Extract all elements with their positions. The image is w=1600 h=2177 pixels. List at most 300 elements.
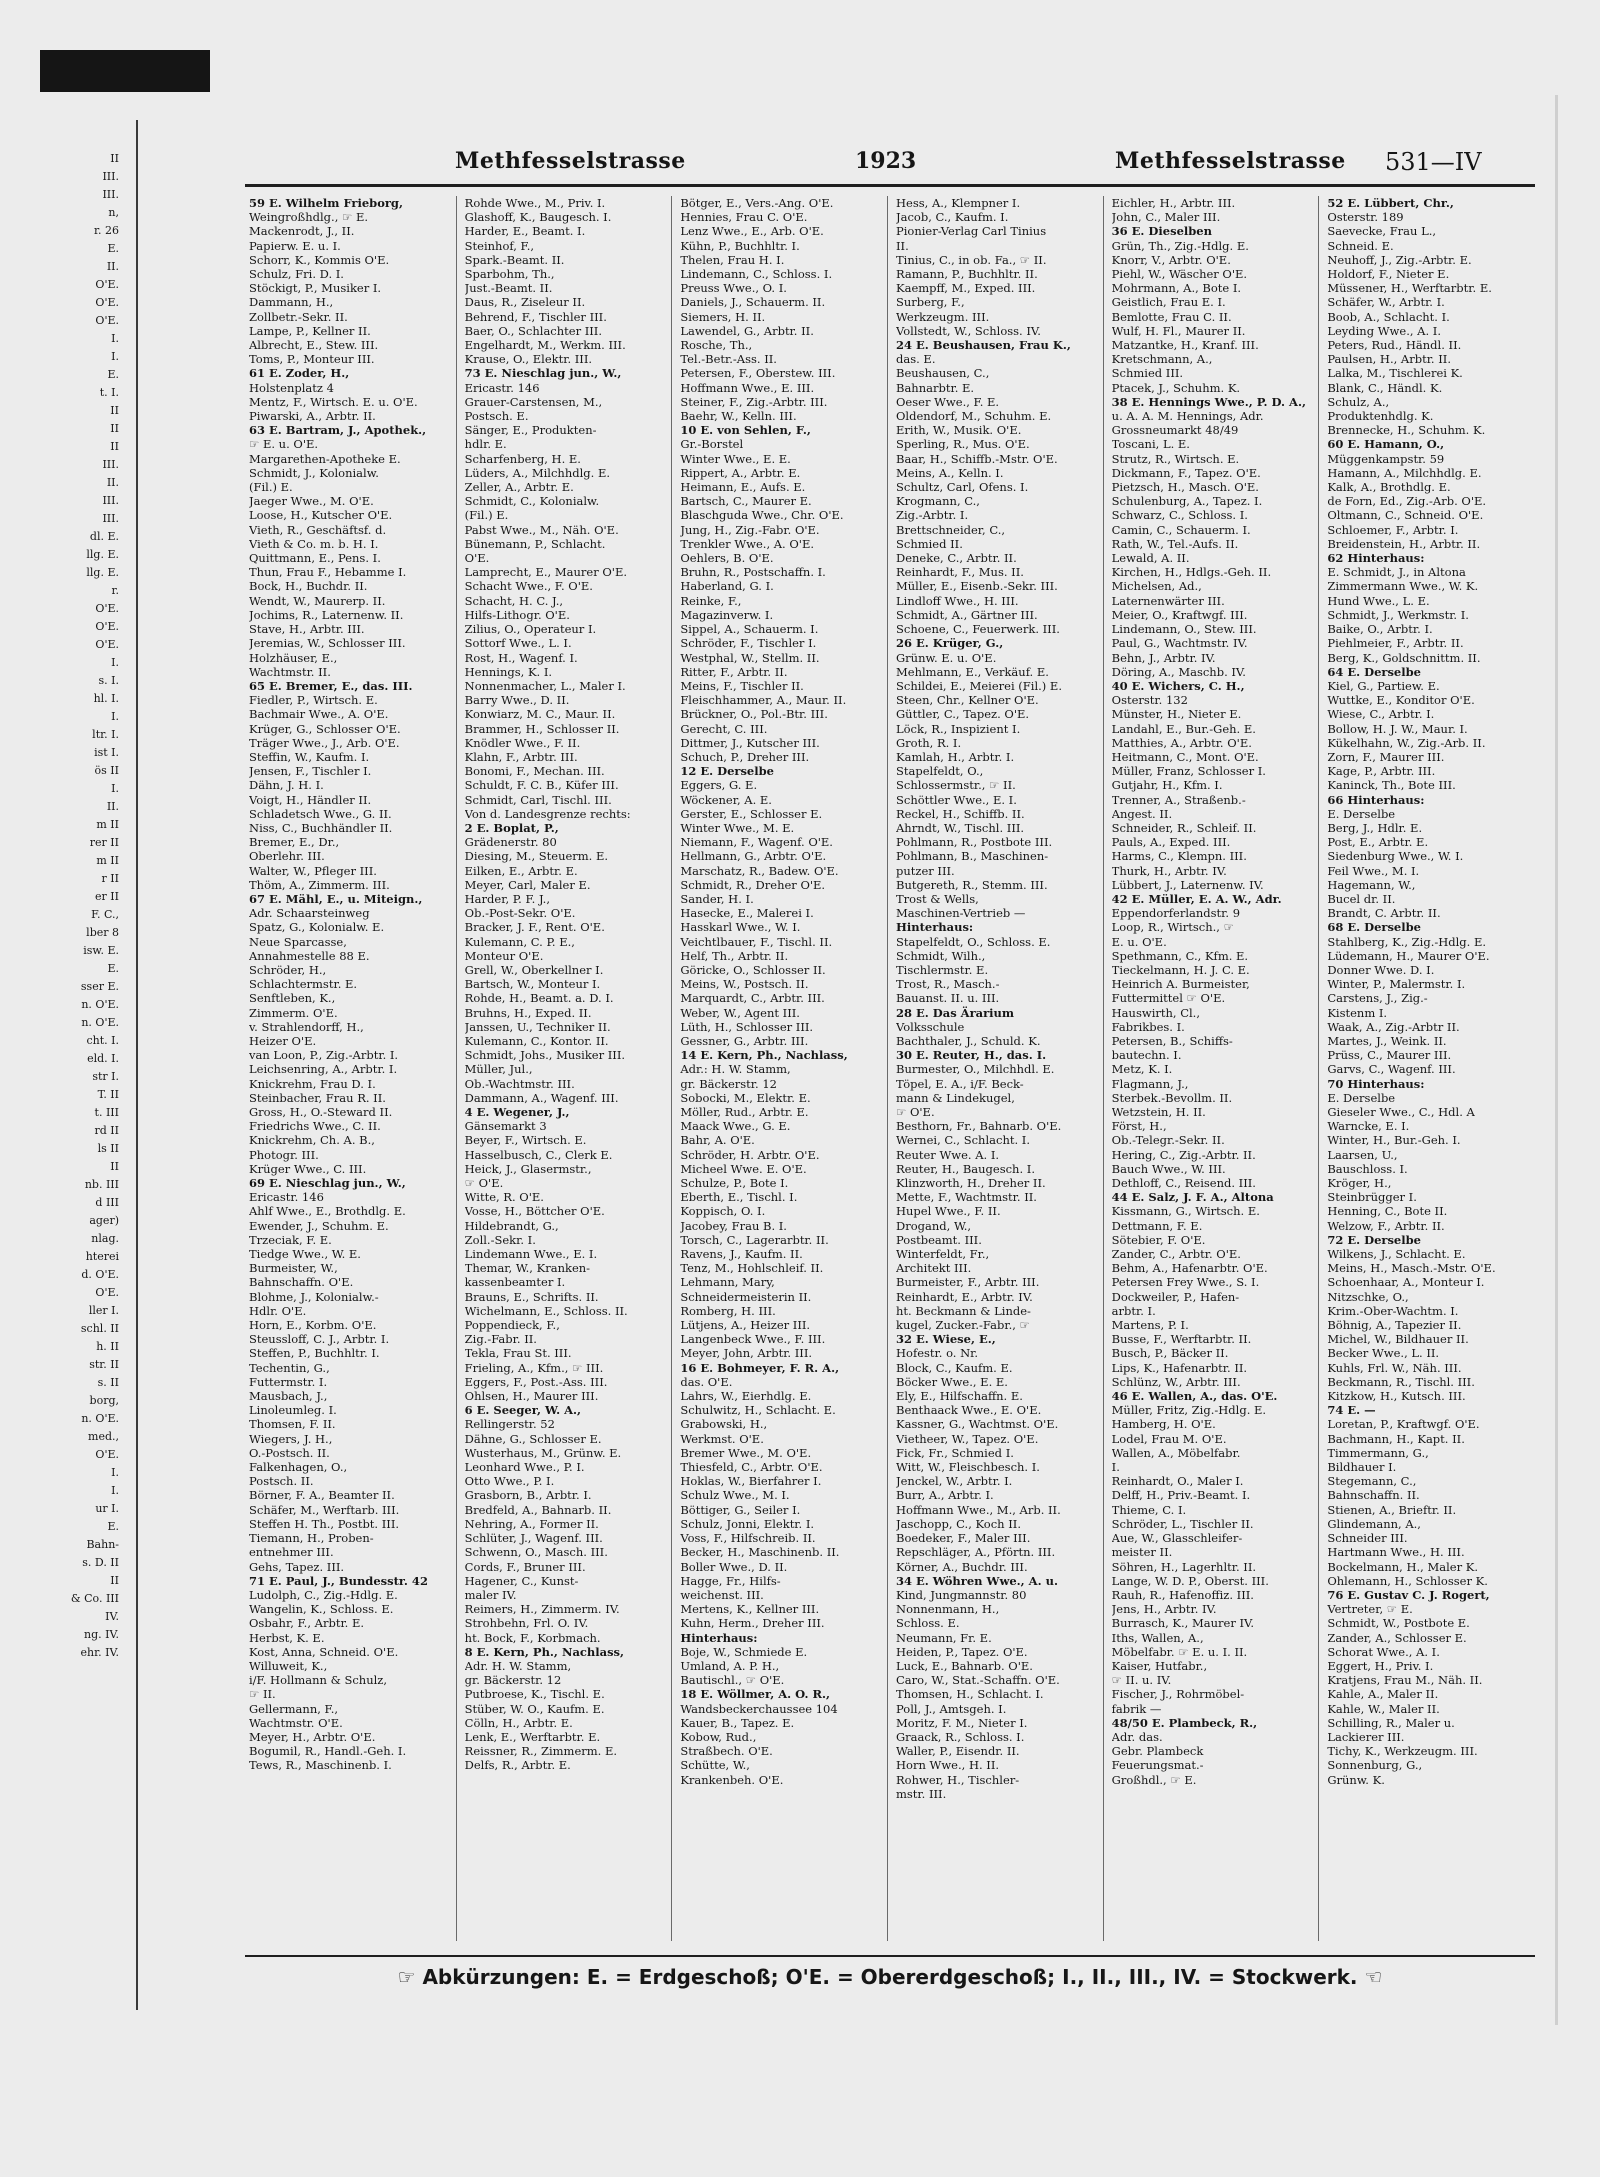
resident-entry: Bahr, A. O'E. xyxy=(680,1133,755,1148)
resident-entry: Wichelmann, E., Schloss. II. xyxy=(464,1303,628,1318)
resident-entry: Lalka, M., Tischlerei K. xyxy=(1327,366,1463,381)
resident-entry: Grün, Th., Zig.-Hdlg. E. xyxy=(1111,238,1249,253)
resident-entry: Güttler, C., Tapez. O'E. xyxy=(896,707,1030,722)
resident-entry: Petersen, B., Schiffs- xyxy=(1111,1033,1233,1048)
resident-entry: Kükelhahn, W., Zig.-Arb. II. xyxy=(1327,735,1486,750)
header-street-right: Methfesselstrasse xyxy=(1115,148,1346,174)
resident-entry: Klinzworth, H., Dreher II. xyxy=(896,1176,1046,1191)
resident-entry: Hamberg, H. O'E. xyxy=(1111,1417,1216,1432)
resident-entry: Lawendel, G., Arbtr. II. xyxy=(680,323,814,338)
resident-entry: Futtermittel ☞ O'E. xyxy=(1111,991,1226,1006)
strip-line: llg. E. xyxy=(86,566,119,579)
resident-entry: Thun, Frau F., Hebamme I. xyxy=(249,565,407,580)
resident-entry: Lindemann Wwe., E. I. xyxy=(464,1247,598,1262)
resident-entry: Kuhls, Frl. W., Näh. III. xyxy=(1327,1360,1462,1375)
resident-entry: Spark.-Beamt. II. xyxy=(464,252,565,267)
resident-entry: Gänsemarkt 3 xyxy=(464,1119,547,1134)
strip-line: ls II xyxy=(97,1142,119,1155)
resident-entry: Meins, A., Kelln. I. xyxy=(896,465,1004,480)
resident-entry: Baike, O., Arbtr. I. xyxy=(1327,622,1433,637)
resident-entry: Trenkler Wwe., A. O'E. xyxy=(680,536,815,551)
directory-column-2 xyxy=(461,196,673,1941)
house-number-entry: 64 E. Derselbe xyxy=(1327,664,1421,679)
strip-line: s. I. xyxy=(98,674,119,687)
resident-entry: Glindemann, A., xyxy=(1327,1516,1421,1531)
resident-entry: Lips, K., Hafenarbtr. II. xyxy=(1111,1360,1248,1375)
resident-entry: Schulz Wwe., M. I. xyxy=(680,1488,790,1503)
strip-line: s. D. II xyxy=(82,1556,119,1569)
resident-entry: Bredfeld, A., Bahnarb. II. xyxy=(464,1502,612,1517)
resident-entry: Cölln, H., Arbtr. E. xyxy=(464,1715,573,1730)
resident-entry: gr. Bäckerstr. 12 xyxy=(464,1673,562,1688)
left-margin-rule xyxy=(136,120,138,2010)
resident-entry: meister II. xyxy=(1111,1545,1173,1560)
resident-entry: Bildhauer I. xyxy=(1327,1460,1397,1475)
house-number-entry: 26 E. Krüger, G., xyxy=(896,636,1004,651)
resident-entry: Gieseler Wwe., C., Hdl. A xyxy=(1327,1105,1475,1119)
resident-entry: Schoenhaar, A., Monteur I. xyxy=(1327,1275,1485,1290)
resident-entry: Osterstr. 132 xyxy=(1111,693,1188,708)
strip-line: I. xyxy=(111,1466,119,1479)
resident-entry: Reinke, F., xyxy=(680,593,742,608)
resident-entry: Prüss, C., Maurer III. xyxy=(1327,1048,1452,1063)
resident-entry: Frieling, A., Kfm., ☞ III. xyxy=(464,1360,604,1375)
resident-entry: Jens, H., Arbtr. IV. xyxy=(1111,1602,1217,1617)
resident-entry: Böcker Wwe., E. E. xyxy=(896,1374,1008,1389)
resident-entry: I. xyxy=(1111,1460,1120,1475)
resident-entry: Gehs, Tapez. III. xyxy=(249,1559,345,1574)
resident-entry: Vieth, R., Geschäftsf. d. xyxy=(249,522,387,537)
resident-entry: Holzhäuser, E., xyxy=(249,650,338,665)
resident-entry: Dethloff, C., Reisend. III. xyxy=(1111,1176,1256,1191)
resident-entry: Waller, P., Eisendr. II. xyxy=(896,1744,1020,1759)
resident-entry: Zorn, F., Maurer III. xyxy=(1327,749,1445,764)
resident-entry: Konwiarz, M. C., Maur. II. xyxy=(464,707,616,722)
house-number-entry: 40 E. Wichers, C. H., xyxy=(1111,678,1245,693)
resident-entry: Tinius, C., in ob. Fa., ☞ II. xyxy=(896,252,1047,267)
resident-entry: Kaninck, Th., Bote III. xyxy=(1327,778,1456,793)
resident-entry: Schlünz, W., Arbtr. III. xyxy=(1111,1374,1241,1389)
resident-entry: u. A. A. M. Hennings, Adr. xyxy=(1111,409,1264,424)
resident-entry: Michelsen, Ad., xyxy=(1111,579,1202,594)
strip-line: III. xyxy=(102,494,119,507)
resident-entry: Lehmann, Mary, xyxy=(680,1275,775,1290)
resident-entry: Lüdemann, H., Maurer O'E. xyxy=(1327,948,1490,963)
resident-entry: Diesing, M., Steuerm. E. xyxy=(464,849,609,864)
resident-entry: Groth, R. I. xyxy=(896,735,962,750)
resident-entry: Jung, H., Zig.-Fabr. O'E. xyxy=(680,522,820,537)
resident-entry: Fleischhammer, A., Maur. II. xyxy=(680,693,847,708)
resident-entry: Reinhardt, F., Mus. II. xyxy=(896,565,1024,580)
resident-entry: Donner Wwe. D. I. xyxy=(1327,962,1435,977)
house-number-entry: 8 E. Kern, Ph., Nachlass, xyxy=(464,1644,625,1659)
house-number-entry: 12 E. Derselbe xyxy=(680,764,774,779)
resident-entry: Otto Wwe., P. I. xyxy=(464,1474,555,1489)
resident-entry: Feil Wwe., M. I. xyxy=(1327,863,1420,878)
resident-entry: Kirchen, H., Hdlgs.-Geh. II. xyxy=(1111,565,1272,580)
resident-entry: putzer III. xyxy=(896,863,955,878)
strip-line: Bahn- xyxy=(86,1538,119,1551)
header-page-number: 531—IV xyxy=(1385,148,1482,176)
resident-entry: Saevecke, Frau L., xyxy=(1327,224,1437,239)
resident-entry: van Loon, P., Zig.-Arbtr. I. xyxy=(249,1048,399,1063)
strip-line: r. 26 xyxy=(93,224,119,237)
resident-entry: Schmidt, Wilh., xyxy=(896,948,986,963)
resident-entry: Lamprecht, E., Maurer O'E. xyxy=(464,565,627,580)
resident-entry: Strutz, R., Wirtsch. E. xyxy=(1111,451,1240,466)
house-number-entry: 62 Hinterhaus: xyxy=(1327,551,1425,566)
resident-entry: Jenckel, W., Arbtr. I. xyxy=(896,1474,1013,1489)
resident-entry: Hennings, K. I. xyxy=(464,664,553,679)
strip-line: E. xyxy=(107,242,119,255)
resident-entry: Toscani, L. E. xyxy=(1111,437,1190,452)
resident-entry: Heitmann, C., Mont. O'E. xyxy=(1111,749,1259,764)
resident-entry: Erith, W., Musik. O'E. xyxy=(896,423,1022,438)
resident-entry: Brückner, O., Pol.-Btr. III. xyxy=(680,707,828,722)
resident-entry: Rohde, H., Beamt. a. D. I. xyxy=(464,991,614,1006)
resident-entry: Tichy, K., Werkzeugm. III. xyxy=(1327,1744,1478,1759)
resident-entry: arbtr. I. xyxy=(1111,1303,1156,1318)
resident-entry: Fick, Fr., Schmied I. xyxy=(896,1445,1014,1460)
resident-entry: Steinbacher, Frau R. II. xyxy=(249,1090,386,1105)
strip-line: O'E. xyxy=(95,314,119,327)
resident-entry: Heinrich A. Burmeister, xyxy=(1111,977,1250,992)
resident-entry: Postsch. E. xyxy=(464,409,529,424)
resident-entry: Schlüter, J., Wagenf. III. xyxy=(464,1531,603,1546)
resident-entry: Träger Wwe., J., Arb. O'E. xyxy=(249,735,400,750)
resident-entry: Post, E., Arbtr. E. xyxy=(1327,835,1429,850)
resident-entry: Rippert, A., Arbtr. E. xyxy=(680,465,801,480)
resident-entry: Scharfenberg, H. E. xyxy=(464,451,581,466)
house-number-entry: 60 E. Hamann, O., xyxy=(1327,437,1445,452)
resident-entry: Aue, W., Glasschleifer- xyxy=(1111,1531,1243,1546)
resident-entry: Leyding Wwe., A. I. xyxy=(1327,323,1441,338)
resident-entry: Weber, W., Agent III. xyxy=(680,1005,800,1020)
resident-entry: Adr. H. W. Stamm, xyxy=(464,1658,572,1673)
resident-entry: Schildei, E., Meierei (Fil.) E. xyxy=(896,678,1062,693)
resident-entry: Tiedge Wwe., W. E. xyxy=(249,1247,361,1262)
strip-line: ist I. xyxy=(94,746,119,759)
resident-entry: E. Schmidt, J., in Altona xyxy=(1327,565,1466,580)
resident-entry: Wendt, W., Maurerp. II. xyxy=(249,593,386,608)
strip-line: med., xyxy=(88,1430,119,1443)
resident-entry: Schladetsch Wwe., G. II. xyxy=(249,806,392,821)
resident-entry: Walter, W., Pfleger III. xyxy=(249,863,377,878)
resident-entry: Vieth & Co. m. b. H. I. xyxy=(249,536,379,551)
resident-entry: Bautischl., ☞ O'E. xyxy=(680,1673,785,1688)
resident-entry: Zoll.-Sekr. I. xyxy=(464,1232,536,1247)
resident-entry: Börner, F. A., Beamter II. xyxy=(249,1488,395,1503)
resident-entry: Kretschmann, A., xyxy=(1111,352,1213,367)
resident-entry: Dähne, G., Schlosser E. xyxy=(464,1431,602,1446)
resident-entry: Schmidt, J., Werkmstr. I. xyxy=(1327,607,1469,622)
resident-entry: Bartsch, C., Maurer E. xyxy=(680,494,812,509)
resident-entry: Stapelfeldt, O., Schloss. E. xyxy=(896,934,1051,949)
resident-entry: Schulze, P., Bote I. xyxy=(680,1176,789,1191)
resident-entry: Petersen, F., Oberstew. III. xyxy=(680,366,836,381)
house-number-entry: 59 E. Wilhelm Frieborg, xyxy=(249,196,403,210)
resident-entry: Schütte, W., xyxy=(680,1758,750,1773)
resident-entry: Dockweiler, P., Hafen- xyxy=(1111,1289,1240,1304)
house-number-entry: 34 E. Wöhren Wwe., A. u. xyxy=(896,1573,1058,1588)
resident-entry: Kratjens, Frau M., Näh. II. xyxy=(1327,1673,1483,1688)
resident-entry: Bollow, H. J. W., Maur. I. xyxy=(1327,721,1468,736)
resident-entry: Landahl, E., Bur.-Geh. E. xyxy=(1111,721,1256,736)
resident-entry: hdlr. E. xyxy=(464,437,507,452)
house-number-entry: 10 E. von Sehlen, F., xyxy=(680,423,811,438)
resident-entry: Winter Wwe., M. E. xyxy=(680,820,795,835)
resident-entry: Reimers, H., Zimmerm. IV. xyxy=(464,1602,620,1617)
resident-entry: Eggers, F., Post.-Ass. III. xyxy=(464,1374,608,1389)
resident-entry: Siedenburg Wwe., W. I. xyxy=(1327,849,1464,864)
resident-entry: Sperling, R., Mus. O'E. xyxy=(896,437,1030,452)
resident-entry: Kahle, A., Maler II. xyxy=(1327,1687,1439,1702)
resident-entry: Micheel Wwe. E. O'E. xyxy=(680,1161,807,1176)
resident-entry: Block, C., Kaufm. E. xyxy=(896,1360,1013,1375)
resident-entry: ☞ E. u. O'E. xyxy=(249,437,319,452)
header-rule xyxy=(245,184,1535,187)
resident-entry: Schmidt, Johs., Musiker III. xyxy=(464,1048,626,1063)
resident-entry: Dammann, H., xyxy=(249,295,334,310)
strip-line: t. III xyxy=(94,1106,119,1119)
resident-entry: Ahrndt, W., Tischl. III. xyxy=(896,820,1025,835)
resident-entry: Thelen, Frau H. I. xyxy=(680,252,785,267)
resident-entry: Eggert, H., Priv. I. xyxy=(1327,1658,1434,1673)
strip-line: n. O'E. xyxy=(81,1016,119,1029)
resident-entry: Zander, C., Arbtr. O'E. xyxy=(1111,1247,1241,1262)
strip-line: nlag. xyxy=(91,1232,119,1245)
resident-entry: Dähn, J. H. I. xyxy=(249,778,324,793)
resident-entry: Schacht Wwe., F. O'E. xyxy=(464,579,593,594)
resident-entry: Brandt, C. Arbtr. II. xyxy=(1327,906,1441,921)
resident-entry: Schmidt, W., Postbote E. xyxy=(1327,1616,1470,1631)
house-number-entry: 14 E. Kern, Ph., Nachlass, xyxy=(680,1048,848,1063)
resident-entry: Eppendorferlandstr. 9 xyxy=(1111,906,1241,921)
resident-entry: Ravens, J., Kaufm. II. xyxy=(680,1247,803,1262)
resident-entry: Eberth, E., Tischl. I. xyxy=(680,1190,798,1205)
resident-entry: Brennecke, H., Schuhm. K. xyxy=(1327,423,1486,438)
resident-entry: Friedrichs Wwe., C. II. xyxy=(249,1119,381,1134)
resident-entry: Schmidt, J., Kolonialw. xyxy=(249,465,379,480)
resident-entry: Heick, J., Glasermstr., xyxy=(464,1161,592,1176)
resident-entry: Lütjens, A., Heizer III. xyxy=(680,1318,811,1333)
resident-entry: Hdlr. O'E. xyxy=(249,1303,307,1318)
resident-entry: Siemers, H. II. xyxy=(680,309,766,324)
resident-entry: Tischlermstr. E. xyxy=(896,962,989,977)
strip-line: n. O'E. xyxy=(81,1412,119,1425)
resident-entry: Hagge, Fr., Hilfs- xyxy=(680,1573,781,1588)
house-number-entry: 28 E. Das Ärarium xyxy=(896,1005,1015,1020)
resident-entry: Maack Wwe., G. E. xyxy=(680,1119,791,1134)
house-number-entry: 46 E. Wallen, A., das. O'E. xyxy=(1111,1389,1278,1404)
resident-entry: Schäfer, M., Werftarb. III. xyxy=(249,1502,400,1517)
page-header xyxy=(245,148,1535,180)
resident-entry: Sottorf Wwe., L. I. xyxy=(464,636,572,651)
resident-entry: Postbeamt. III. xyxy=(896,1232,982,1247)
resident-entry: Langenbeck Wwe., F. III. xyxy=(680,1332,826,1347)
resident-entry: Klahn, F., Arbtr. III. xyxy=(464,749,578,764)
resident-entry: Hildebrandt, G., xyxy=(464,1218,559,1233)
resident-entry: Hofestr. o. Nr. xyxy=(896,1346,979,1361)
strip-line: cht. I. xyxy=(86,1034,119,1047)
directory-column-4 xyxy=(892,196,1104,1941)
resident-entry: Stahlberg, K., Zig.-Hdlg. E. xyxy=(1327,934,1487,949)
strip-line: eld. I. xyxy=(87,1052,119,1065)
resident-entry: E. u. O'E. xyxy=(1111,934,1167,949)
house-number-entry: 44 E. Salz, J. F. A., Altona xyxy=(1111,1190,1274,1205)
strip-line: m II xyxy=(96,854,119,867)
strip-line: n, xyxy=(108,206,119,219)
resident-entry: Lewald, A. II. xyxy=(1111,551,1190,566)
resident-entry: Ericastr. 146 xyxy=(249,1190,324,1205)
resident-entry: Eilken, E., Arbtr. E. xyxy=(464,863,578,878)
strip-line: str. II xyxy=(89,1358,119,1371)
directory-column-5 xyxy=(1108,196,1320,1941)
resident-entry: Martes, J., Weink. II. xyxy=(1327,1033,1447,1048)
resident-entry: Baehr, W., Kelln. III. xyxy=(680,409,797,424)
strip-line: II xyxy=(110,152,119,165)
strip-line: E. xyxy=(107,368,119,381)
resident-entry: ☞ O'E. xyxy=(464,1176,504,1191)
resident-entry: Rosche, Th., xyxy=(680,338,753,353)
resident-entry: Bünemann, P., Schlacht. xyxy=(464,536,606,551)
resident-entry: Jeremias, W., Schlosser III. xyxy=(249,636,406,651)
resident-entry: Jaschopp, C., Koch II. xyxy=(896,1516,1021,1531)
resident-entry: Pietzsch, H., Masch. O'E. xyxy=(1111,480,1259,495)
house-number-entry: 61 E. Zoder, H., xyxy=(249,366,350,381)
resident-entry: Blank, C., Händl. K. xyxy=(1327,380,1443,395)
resident-entry: Müller, Franz, Schlosser I. xyxy=(1111,764,1266,779)
resident-entry: mann & Lindekugel, xyxy=(896,1090,1015,1105)
resident-entry: Laternenwärter III. xyxy=(1111,593,1225,608)
resident-entry: Schwenn, O., Masch. III. xyxy=(464,1545,608,1560)
strip-line: borg, xyxy=(89,1394,119,1407)
resident-entry: Oeser Wwe., F. E. xyxy=(896,394,1000,409)
strip-line: IV. xyxy=(105,1610,119,1623)
resident-entry: Winter, H., Bur.-Geh. I. xyxy=(1327,1133,1461,1148)
resident-entry: Spethmann, C., Kfm. E. xyxy=(1111,948,1249,963)
resident-entry: Krüger Wwe., C. III. xyxy=(249,1161,367,1176)
resident-entry: Ahlf Wwe., E., Brothdlg. E. xyxy=(249,1204,406,1219)
resident-entry: Toms, P., Monteur III. xyxy=(249,352,375,367)
resident-entry: Kissmann, G., Wirtsch. E. xyxy=(1111,1204,1260,1219)
strip-line: ehr. IV. xyxy=(80,1646,119,1659)
resident-entry: Jaeger Wwe., M. O'E. xyxy=(249,494,374,509)
resident-entry: Vertreter, ☞ E. xyxy=(1327,1602,1413,1617)
resident-entry: Papierw. E. u. I. xyxy=(249,238,341,253)
resident-entry: ☞ II. u. IV. xyxy=(1111,1673,1172,1688)
resident-entry: Knickrehm, Frau D. I. xyxy=(249,1076,376,1091)
resident-entry: Niss, C., Buchhändler II. xyxy=(249,820,393,835)
resident-entry: Lindemann, O., Stew. III. xyxy=(1111,622,1257,637)
resident-entry: gr. Bäckerstr. 12 xyxy=(680,1076,777,1091)
resident-entry: Bauch Wwe., W. III. xyxy=(1111,1161,1226,1176)
strip-line: O'E. xyxy=(95,1448,119,1461)
resident-entry: ☞ II. xyxy=(249,1687,276,1702)
resident-entry: Leonhard Wwe., P. I. xyxy=(464,1460,585,1475)
strip-line: I. xyxy=(111,782,119,795)
resident-entry: Pauls, A., Exped. III. xyxy=(1111,835,1231,850)
resident-entry: Graack, R., Schloss. I. xyxy=(896,1729,1025,1744)
resident-entry: Bremer, E., Dr., xyxy=(249,835,340,850)
resident-entry: Welzow, F., Arbtr. II. xyxy=(1327,1218,1445,1233)
resident-entry: Wusterhaus, M., Grünw. E. xyxy=(464,1445,622,1460)
resident-entry: Hasecke, E., Malerei I. xyxy=(680,906,814,921)
resident-entry: Romberg, H. III. xyxy=(680,1303,776,1318)
resident-entry: Wiese, C., Arbtr. I. xyxy=(1327,707,1435,722)
resident-entry: Daus, R., Ziseleur II. xyxy=(464,295,586,310)
resident-entry: Poppendieck, F., xyxy=(464,1318,560,1333)
resident-entry: Kage, P., Arbtr. III. xyxy=(1327,764,1436,779)
resident-entry: Schneider, R., Schleif. II. xyxy=(1111,820,1257,835)
house-number-entry: 73 E. Nieschlag jun., W., xyxy=(464,366,622,381)
resident-entry: Baer, O., Schlachter III. xyxy=(464,323,603,338)
resident-entry: Zimmerm. O'E. xyxy=(249,1005,338,1020)
strip-line: rer II xyxy=(89,836,119,849)
resident-entry: Garvs, C., Wagenf. III. xyxy=(1327,1062,1456,1077)
resident-entry: Marquardt, C., Arbtr. III. xyxy=(680,991,825,1006)
resident-entry: Eggers, G. E. xyxy=(680,778,758,793)
resident-entry: Söhren, H., Lagerhltr. II. xyxy=(1111,1559,1257,1574)
resident-entry: Schulz, A., xyxy=(1327,394,1390,409)
resident-entry: Lindloff Wwe., H. III. xyxy=(896,593,1019,608)
resident-entry: Winterfeldt, Fr., xyxy=(896,1247,990,1262)
header-street-left: Methfesselstrasse xyxy=(455,148,686,174)
resident-entry: Meins, W., Postsch. II. xyxy=(680,977,809,992)
resident-entry: Kiel, G., Partiew. E. xyxy=(1327,678,1440,693)
resident-entry: Voss, F., Hilfschreib. II. xyxy=(680,1531,816,1546)
resident-entry: Nehring, A., Former II. xyxy=(464,1516,599,1531)
resident-entry: Boje, W., Schmiede E. xyxy=(680,1644,808,1659)
resident-entry: v. Strahlendorff, H., xyxy=(249,1019,364,1034)
strip-line: er II xyxy=(95,890,119,903)
resident-entry: Burrasch, K., Maurer IV. xyxy=(1111,1616,1254,1631)
resident-entry: Pohlmann, B., Maschinen- xyxy=(896,849,1049,864)
strip-line: T. II xyxy=(97,1088,119,1101)
resident-entry: Dammann, A., Wagenf. III. xyxy=(464,1090,619,1105)
resident-entry: Poll, J., Amtsgeh. I. xyxy=(896,1701,1007,1716)
resident-entry: Schröder, H., xyxy=(249,962,327,977)
resident-entry: Schorat Wwe., A. I. xyxy=(1327,1644,1440,1659)
resident-entry: Jacob, C., Kaufm. I. xyxy=(896,210,1009,225)
resident-entry: Hamann, A., Milchhdlg. E. xyxy=(1327,465,1482,480)
resident-entry: Annahmestelle 88 E. xyxy=(249,948,370,963)
house-number-entry: 70 Hinterhaus: xyxy=(1327,1076,1425,1091)
resident-entry: Lenz Wwe., E., Arb. O'E. xyxy=(680,224,824,239)
resident-entry: Krankenbeh. O'E. xyxy=(680,1772,784,1787)
resident-entry: Meins, H., Masch.-Mstr. O'E. xyxy=(1327,1261,1496,1276)
resident-entry: Stegemann, C., xyxy=(1327,1474,1417,1489)
resident-entry: Becker, H., Maschinenb. II. xyxy=(680,1545,840,1560)
resident-entry: Techentin, G., xyxy=(249,1360,330,1375)
resident-entry: Steffin, W., Kaufm. I. xyxy=(249,749,370,764)
resident-entry: Rath, W., Tel.-Aufs. II. xyxy=(1111,536,1239,551)
resident-entry: Helf, Th., Arbtr. II. xyxy=(680,948,789,963)
resident-entry: Kahle, W., Maler II. xyxy=(1327,1701,1440,1716)
resident-entry: Marschatz, R., Badew. O'E. xyxy=(680,863,839,878)
directory-columns xyxy=(245,196,1535,1941)
resident-entry: Strohbehn, Frl. O. IV. xyxy=(464,1616,589,1631)
resident-entry: Fabrikbes. I. xyxy=(1111,1019,1185,1034)
resident-entry: Kulemann, C., Kontor. II. xyxy=(464,1033,609,1048)
resident-entry: Loretan, P., Kraftwgf. O'E. xyxy=(1327,1417,1480,1432)
resident-entry: Steinhof, F., xyxy=(464,238,535,253)
resident-entry: Heizer O'E. xyxy=(249,1033,317,1048)
resident-entry: Bauschloss. I. xyxy=(1327,1161,1408,1176)
house-number-entry: 6 E. Seeger, W. A., xyxy=(464,1403,582,1418)
resident-entry: Münster, H., Nieter E. xyxy=(1111,707,1242,722)
strip-line: I. xyxy=(111,1484,119,1497)
